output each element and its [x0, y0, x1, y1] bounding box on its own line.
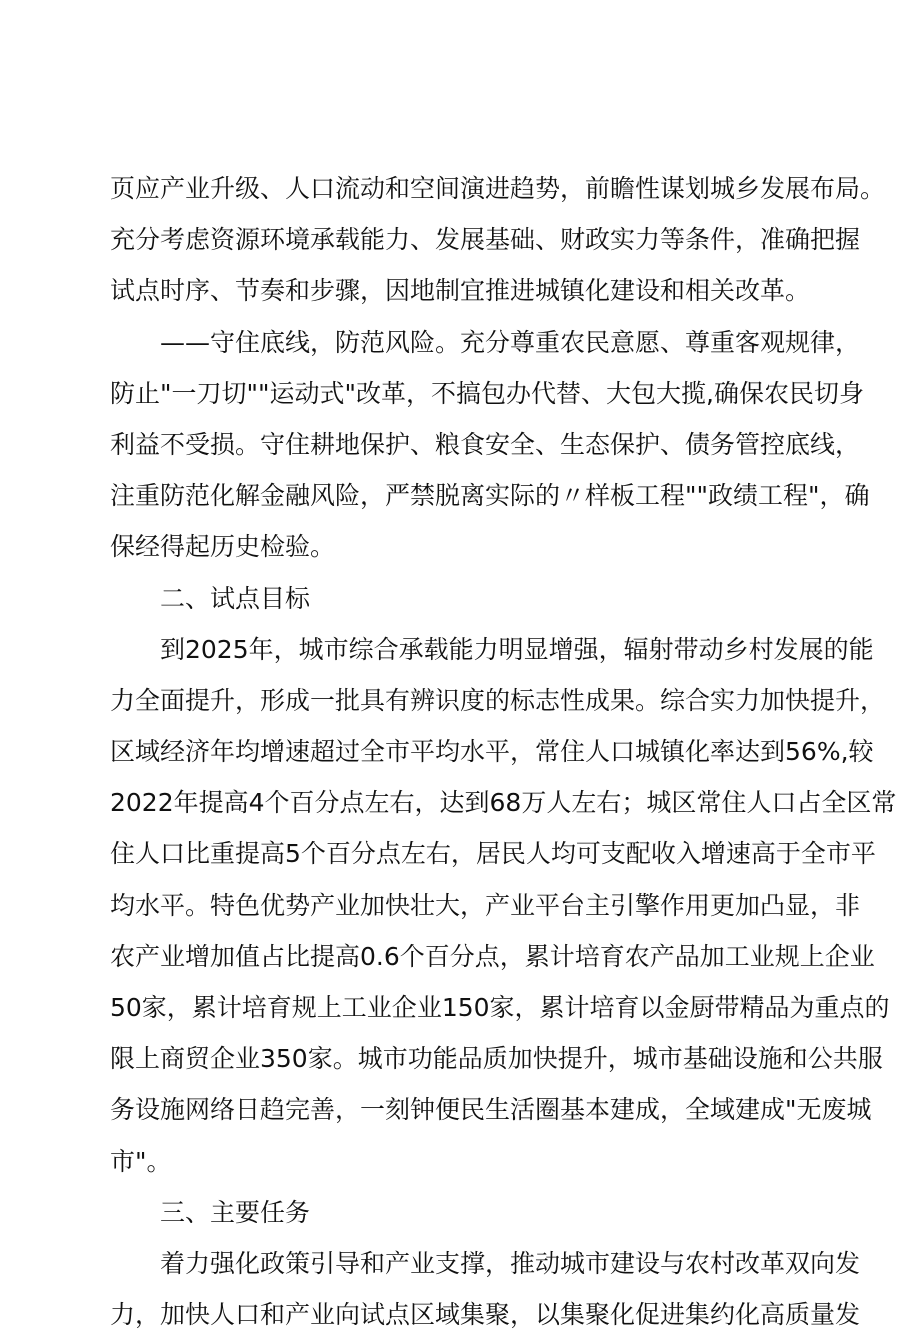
paragraph-line: 利益不受损。守住耕地保护、粮食安全、生态保护、债务管控底线， [110, 429, 861, 459]
paragraph-line: 充分考虑资源环境承载能力、发展基础、财政实力等条件，准确把握 [110, 225, 861, 255]
paragraph-line: 着力强化政策引导和产业支撑，推动城市建设与农村改革双向发 [160, 1248, 861, 1278]
paragraph-line: 农产业增加值占比提高0.6个百分点，累计培育农产品加工业规上企业 [110, 941, 875, 971]
paragraph-line: 务设施网络日趋完善，一刻钟便民生活圈基本建成，全域建成"无废城 [110, 1095, 872, 1125]
paragraph-line: ——守住底线，防范风险。充分尊重农民意愿、尊重客观规律， [160, 327, 861, 357]
paragraph-line: 均水平。特色优势产业加快壮大，产业平台主引擎作用更加凸显，非 [110, 890, 861, 920]
paragraph-line: 限上商贸企业350家。城市功能品质加快提升，城市基础设施和公共服 [110, 1044, 883, 1074]
document-body [110, 163, 897, 1340]
paragraph-line: 住人口比重提高5个百分点左右，居民人均可支配收入增速高于全市平 [110, 839, 876, 869]
paragraph-line: 页应产业升级、人口流动和空间演进趋势，前瞻性谋划城乡发展布局。 [110, 174, 886, 203]
paragraph-line: 区域经济年均增速超过全市平均水平，常住人口城镇化率达到56%,较 [110, 737, 874, 767]
paragraph-line: 力全面提升，形成一批具有辨识度的标志性成果。综合实力加快提升， [110, 685, 886, 715]
paragraph-line: 2022年提高4个百分点左右，达到68万人左右；城区常住人口占全区常 [110, 788, 897, 818]
paragraph-line: 到2025年，城市综合承载能力明显增强，辐射带动乡村发展的能 [160, 634, 874, 664]
paragraph-line: 力，加快人口和产业向试点区域集聚，以集聚化促进集约化高质量发 [110, 1300, 861, 1330]
paragraph-line: 保经得起历史检验。 [110, 532, 336, 562]
paragraph-line: 市"。 [110, 1146, 172, 1176]
paragraph-line: 50家，累计培育规上工业企业150家，累计培育以金厨带精品为重点的 [110, 993, 890, 1022]
paragraph-line: 防止"一刀切""运动式"改革，不搞包办代替、大包大揽,确保农民切身 [110, 378, 864, 408]
section-heading-tasks: 三、主要任务 [160, 1197, 311, 1227]
section-heading-targets: 二、试点目标 [160, 583, 311, 613]
paragraph-line: 试点时序、节奏和步骤，因地制宜推进城镇化建设和相关改革。 [110, 276, 811, 306]
paragraph-line: 注重防范化解金融风险，严禁脱离实际的〃样板工程""政绩工程"，确 [110, 481, 870, 511]
